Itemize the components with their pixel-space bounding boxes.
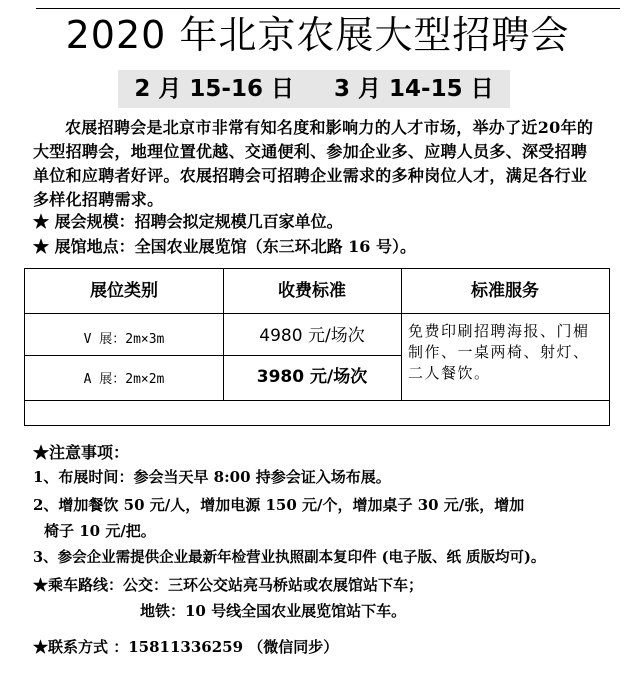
table-divider bbox=[25, 400, 609, 401]
note-item: 1、布展时间：参会当天早 8:00 持参会证入场布展。 bbox=[33, 468, 391, 486]
subway-route: 地铁：10 号线全国农业展览馆站下车。 bbox=[140, 602, 407, 620]
scale-line: ★ 展会规模：招聘会拟定规模几百家单位。 bbox=[33, 212, 343, 231]
row-v-price: 4980 元/场次 bbox=[259, 326, 365, 346]
note-item: 3、参会企业需提供企业最新年检营业执照副本复印件 (电子版、纸 质版均可)。 bbox=[33, 549, 546, 566]
page-title: 2020 年北京农展大型招聘会 bbox=[65, 13, 570, 57]
event-dates: 2 月 15-16 日 3 月 14-15 日 bbox=[118, 70, 510, 108]
row-a-price: 3980 元/场次 bbox=[256, 367, 368, 387]
table-divider bbox=[25, 355, 401, 356]
note-item: 2、增加餐饮 50 元/人，增加电源 150 元/个，增加桌子 30 元/张，增加 bbox=[33, 496, 525, 514]
contact-line: ★联系方式 ：15811336259 （微信同步） bbox=[33, 638, 339, 656]
venue-line: ★ 展馆地点：全国农业展览馆（东三环北路 16 号）。 bbox=[33, 237, 416, 256]
header-service: 标准服务 bbox=[471, 281, 539, 301]
service-description: 免费印刷招聘海报、门楣制作、一桌两椅、射灯、二人餐饮。 bbox=[408, 322, 590, 382]
row-v-category: V 展：2m×3m bbox=[83, 332, 165, 347]
booth-pricing-table bbox=[24, 268, 610, 426]
note-item: 椅子 10 元/把。 bbox=[44, 522, 156, 540]
header-category: 展位类别 bbox=[90, 281, 158, 301]
intro-paragraph: 农展招聘会是北京市非常有知名度和影响力的人才市场，举办了近20年的大型招聘会，地理位置优越、交通便利、参加企业多、应聘人员多、深受招聘单位和应聘者好评。农展招聘会可招聘企业需求的多种岗位人才，满足各行业多样化招聘需求。 bbox=[33, 118, 594, 209]
bus-route: ★乘车路线：公交：三环公交站亮马桥站或农展馆站下车； bbox=[33, 576, 424, 594]
top-rule bbox=[36, 8, 620, 9]
notes-title: ★注意事项： bbox=[33, 443, 130, 462]
header-price: 收费标准 bbox=[278, 281, 346, 301]
table-divider bbox=[25, 313, 609, 314]
row-a-category: A 展：2m×2m bbox=[83, 372, 165, 387]
